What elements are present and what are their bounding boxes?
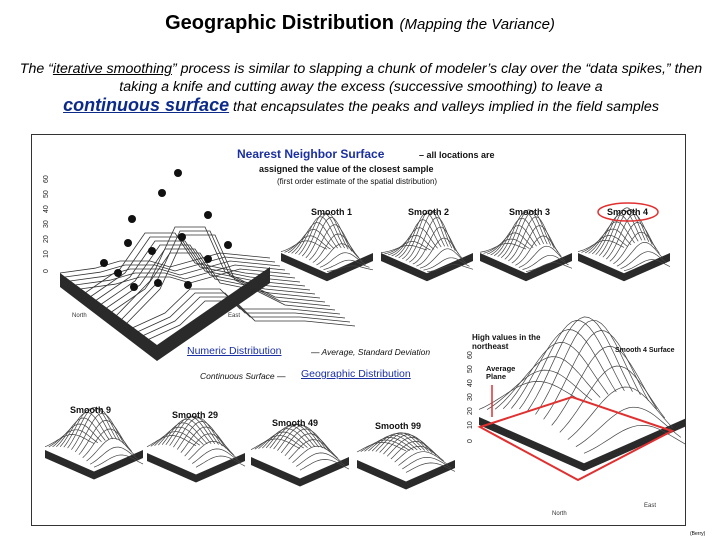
- high-values-label: High values in the northeast: [472, 333, 541, 351]
- smooth-1-surface-profile: [281, 241, 327, 252]
- nn-surface-profile: [140, 297, 350, 337]
- smooth-99-surface-profile: [387, 438, 436, 457]
- sample-point: [204, 211, 212, 219]
- smooth-99-surface-profile: [399, 452, 448, 466]
- sample-point: [114, 269, 122, 277]
- smooth-3-label: Smooth 3: [509, 207, 551, 217]
- smooth-29-label: Smooth 29: [172, 410, 219, 420]
- sample-point: [174, 169, 182, 177]
- large-smooth-4-surface-profile: [528, 317, 633, 411]
- smooth-49-surface: [251, 424, 349, 486]
- smooth-49-label: Smooth 49: [272, 418, 319, 428]
- smooth-4-surface: [578, 208, 670, 281]
- smooth-99-surface: [357, 433, 455, 490]
- sample-point: [100, 259, 108, 267]
- sample-point: [184, 281, 192, 289]
- sample-point: [128, 215, 136, 223]
- sample-point: [178, 233, 186, 241]
- nn-title: Nearest Neighbor Surface: [237, 147, 385, 161]
- smooth-2-surface: [381, 210, 473, 281]
- nn-axis-north: North: [72, 313, 87, 319]
- big-axis-tick: 30: [467, 393, 474, 401]
- big-axis-tick: 60: [467, 351, 474, 359]
- smooth-1-label: Smooth 1: [311, 207, 353, 217]
- smooth-1-surface-base: [281, 253, 373, 281]
- smooth-29-surface-base: [147, 453, 245, 483]
- big-axis-tick: 20: [467, 407, 474, 415]
- smooth-29-surface: [147, 416, 245, 482]
- nn-axis-tick: 10: [43, 250, 50, 258]
- nn-surface: [60, 169, 355, 361]
- nn-axis-tick: 30: [43, 220, 50, 228]
- smooth-4-surface-label: Smooth 4 Surface: [615, 347, 675, 354]
- nn-axis-tick: 50: [43, 190, 50, 198]
- big-axis-tick: 10: [467, 421, 474, 429]
- smooth-1-surface: [281, 213, 373, 281]
- smooth-29-surface-profile: [177, 422, 226, 450]
- slide-title: [0, 12, 720, 35]
- sample-point: [158, 189, 166, 197]
- numeric-distribution-desc: — Average, Standard Deviation: [311, 347, 431, 357]
- large-smooth-4-surface-profile: [576, 407, 681, 447]
- credit: (Berry): [690, 531, 706, 537]
- nn-axis-tick: 60: [43, 175, 50, 183]
- large-smooth-4-surface-profile: [536, 320, 641, 414]
- sample-point: [130, 283, 138, 291]
- sample-point: [204, 255, 212, 263]
- sample-point: [224, 241, 232, 249]
- title-subtitle: (Mapping the Variance): [399, 16, 555, 33]
- intro-highlight: continuous surface: [63, 95, 230, 115]
- numeric-distribution-title: Numeric Distribution: [187, 345, 282, 357]
- smooth-29-surface-profile: [189, 441, 238, 460]
- smooth-4-surface-profile: [613, 232, 659, 263]
- smooth-4-label: Smooth 4: [607, 207, 649, 217]
- smooth-2-label: Smooth 2: [408, 207, 450, 217]
- intro-text-1: The “: [19, 61, 53, 77]
- nn-axis-east: East: [228, 313, 241, 319]
- big-axis-tick: 40: [467, 379, 474, 387]
- continuous-surface-label: Continuous Surface —: [200, 371, 286, 381]
- big-axis-tick: 0: [467, 439, 474, 443]
- nn-desc-1: – all locations are: [419, 150, 495, 160]
- sample-point: [124, 239, 132, 247]
- smooth-9-surface: [45, 407, 143, 479]
- intro-text-3: that encapsulates the peaks and valleys implied in the field samples: [229, 99, 659, 115]
- figure-graphics: [32, 135, 685, 525]
- nn-axis-tick: 0: [43, 269, 50, 273]
- intro-paragraph: [18, 60, 704, 116]
- smooth-2-surface-profile: [395, 220, 441, 257]
- smooth-9-surface-profile: [83, 429, 132, 458]
- big-axis-east: East: [644, 503, 657, 509]
- smooth-1-surface-profile: [292, 223, 338, 254]
- big-axis-tick: 50: [467, 365, 474, 373]
- intro-underlined: iterative smoothing: [52, 61, 172, 77]
- intro-text-2: ” process is similar to slapping a chunk of modeler’s clay over the “data spikes,” then taking a knife and cutting away the excess (successive smoothing) to leave a: [119, 61, 703, 95]
- smooth-4-surface-profile: [610, 223, 656, 262]
- nn-axis-tick: 20: [43, 235, 50, 243]
- sample-point: [154, 279, 162, 287]
- average-plane-label: Average Plane: [486, 364, 516, 381]
- figure-panel: [31, 134, 686, 526]
- geographic-distribution-title: Geographic Distribution: [301, 368, 411, 380]
- sample-point: [148, 247, 156, 255]
- smooth-4-surface-profile: [582, 236, 628, 253]
- nn-axis-tick: 40: [43, 205, 50, 213]
- nn-desc-2: assigned the value of the closest sample: [259, 164, 434, 174]
- smooth-3-surface-base: [480, 253, 572, 281]
- smooth-9-label: Smooth 9: [70, 405, 112, 415]
- nn-desc-3: (first order estimate of the spatial distribution): [277, 177, 438, 186]
- smooth-99-label: Smooth 99: [375, 421, 422, 431]
- smooth-3-surface-profile: [505, 211, 551, 259]
- title-main: Geographic Distribution: [165, 12, 394, 34]
- big-axis-north: North: [552, 511, 567, 517]
- smooth-3-surface: [480, 210, 572, 281]
